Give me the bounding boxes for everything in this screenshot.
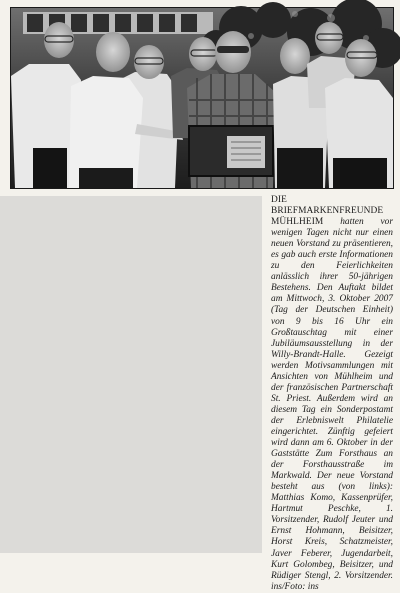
article-text — [271, 195, 394, 592]
article-lead: DIE BRIEFMARKENFREUNDE MÜHLHEIM — [271, 195, 384, 228]
photo-credit: ins/Foto: ins — [271, 581, 319, 592]
article-body: hatten vor wenigen Tagen nicht nur einen neuen Vorstand zu präsentieren, es gab auch erste Informationen zu den Feierlichkeiten anlässlich ihrer 50-jährigen Bestehens. Den Auftakt bildet am Mittwoch, 3. Oktober 2007 (Tag der Deutschen Einheit) von 9 bis 16 Uhr ein Großtauschtag mit einer Jubiläumsausstellung in der Willy-Brandt-Halle. Gezeigt werden Motivsammlungen mit Ansichten von Mühlheim und der französischen Partnerschaft St. Priest. Außerdem wird an diesem Tag ein Sonderpostamt der Erlebniswelt Philatelie eingerichtet. Zünftig gefeiert wird dann am 6. Oktober in der Gaststätte Zum Forsthaus an der Forsthausstraße im Markwald. Der neue Vorstand besteht aus (von links): Matthias Komo, Kassenprüfer, Hartmut Peschke, 1. Vorsitzender, Rudolf Jeuter und Ernst Hohmann, Beisitzer, Horst Kreis, Schatzmeister, Javer Feberer, Jugendarbeit, Kurt Golombeg, Beisitzer, und Rüdiger Stengl, 2. Vorsitzender. — [271, 217, 394, 581]
group-photo — [10, 7, 394, 189]
blank-gray-area — [0, 196, 262, 553]
